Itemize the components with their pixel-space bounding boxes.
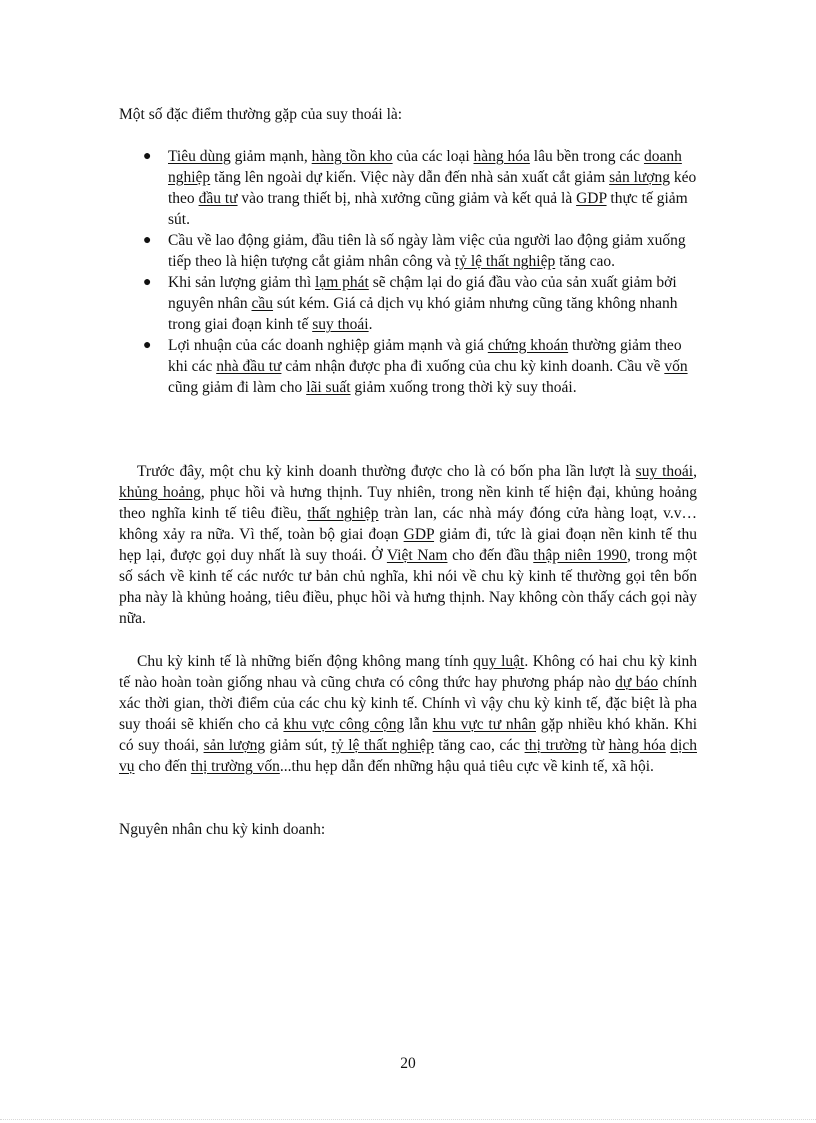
bullet-icon: ● [143,275,152,290]
list-item [140,335,705,398]
text-run: lẫn [404,716,433,733]
bullet-text [168,148,696,228]
term-link[interactable]: lãi suất [306,379,351,396]
term-link[interactable]: tỷ lệ thất nghiệp [331,737,434,754]
text-run: chính xác thời gian, thời điểm của các chu kỳ kinh tế. Chính vì vậy chu kỳ kinh tế, đặc biệt là pha suy thoái sẽ khiến cho cả [119,674,698,733]
text-run: cũng giảm đi làm cho [168,379,307,396]
text-run: cho đến [134,758,191,775]
term-link[interactable]: doanh nghiệp [168,148,682,186]
term-link[interactable]: lạm phát [315,274,369,291]
term-link[interactable]: hàng hóa [473,148,530,165]
term-link[interactable]: tỷ lệ thất nghiệp [454,253,556,270]
text-run: Chu kỳ kinh tế là những biến động không mang tính [137,653,474,670]
text-run: , [693,463,697,480]
text-run: của các loại [392,148,474,165]
text-run: ...thu hẹp dẫn đến những hậu quả tiêu cực về kinh tế, xã hội. [279,758,654,775]
text-run: giảm xuống trong thời kỳ suy thoái. [350,379,577,396]
paragraph-economic-cycle [119,651,697,777]
bullet-text [168,337,688,396]
text-run: . Không có hai chu kỳ kinh tế nào hoàn toàn giống nhau và cũng chưa có công thức hay phương pháp nào [119,653,697,691]
list-item [140,272,705,335]
term-link[interactable]: vốn [664,358,688,375]
text-run: Khi sản lượng giảm thì [168,274,316,291]
text-run: từ [587,737,609,754]
term-link[interactable]: thập niên 1990 [533,547,627,564]
text-run: tràn lan, các nhà máy đóng cửa hàng loạt, v.v… không xảy ra nữa. Vì thế, toàn bộ giai đoạn [119,505,698,543]
text-run: giảm mạnh, [230,148,312,165]
term-link[interactable]: dịch vụ [119,737,697,775]
text-run: giảm đi, tức là giai đoạn nền kinh tế thu hẹp lại, được gọi duy nhất là suy thoái. Ở [119,526,698,564]
text-run: sút kém. Giá cả dịch vụ khó giảm nhưng cũng tăng không nhanh trong giai đoạn kinh tế [168,295,678,333]
term-link[interactable]: dự báo [615,674,659,691]
term-link[interactable]: đầu tư [198,190,238,207]
term-link[interactable]: suy thoái [635,463,694,480]
intro-line: Một số đặc điểm thường gặp của suy thoái là: [119,106,403,123]
text-run: gặp nhiều khó khăn. Khi có suy thoái, [119,716,698,754]
term-link[interactable]: GDP [576,190,607,207]
bullet-icon: ● [143,338,152,353]
bullet-text [168,274,677,333]
term-link[interactable]: thị trường vốn [190,758,280,775]
causes-heading: Nguyên nhân chu kỳ kinh doanh: [119,821,326,838]
text-run: vào trang thiết bị, nhà xưởng cũng giảm và kết quả là [237,190,577,207]
text-run: cho đến đầu [447,547,534,564]
text-run: Trước đây, một chu kỳ kinh doanh thường được cho là có bốn pha lần lượt là [137,463,636,480]
term-link[interactable]: Việt Nam [386,547,448,564]
text-run: thực tế giảm sút. [168,190,688,228]
text-run: , trong một số sách về kinh tế các nước tư bản chủ nghĩa, khi nói về chu kỳ kinh tế thường gọi tên bốn pha này là khủng hoảng, tiêu điều, phục hồi và hưng thịnh. Nay không còn thấy cách gọi này nữa. [119,547,698,627]
bullet-icon: ● [143,233,152,248]
term-link[interactable]: khu vực tư nhân [432,716,536,733]
list-item [140,230,705,272]
term-link[interactable]: nhà đầu tư [216,358,282,375]
term-link[interactable]: thị trường [524,737,588,754]
bullet-text [168,232,686,270]
term-link[interactable]: quy luật [473,653,525,670]
text-run: , phục hồi và hưng thịnh. Tuy nhiên, trong nền kinh tế hiện đại, khủng hoảng theo nghĩa kinh tế tiêu điều, [119,484,697,522]
text-run: kéo theo [168,169,697,207]
text-run: giảm sút, [265,737,332,754]
term-link[interactable]: chứng khoán [487,337,569,354]
footer-divider [0,1119,816,1120]
bullet-icon: ● [143,149,152,164]
text-run: tăng cao. [555,253,616,270]
list-item [140,146,705,230]
text-run: sẽ chậm lại do giá đầu vào của sản xuất giảm bởi nguyên nhân [168,274,677,312]
text-run: tăng lên ngoài dự kiến. Việc này dẫn đến nhà sản xuất cắt giảm [210,169,610,186]
text-run: Lợi nhuận của các doanh nghiệp giảm mạnh và giá [168,337,488,354]
text-run: thường giảm theo khi các [168,337,682,375]
term-link[interactable]: sản lượng [609,169,671,186]
characteristics-list [140,146,705,398]
term-link[interactable]: cầu [251,295,274,312]
text-run: Cầu về lao động giảm, đầu tiên là số ngày làm việc của người lao động giảm xuống tiếp theo là hiện tượng cắt giảm nhân công và [168,232,686,270]
term-link[interactable]: khủng hoảng [119,484,201,501]
page-number: 20 [400,1055,416,1072]
text-run: lâu bền trong các [529,148,644,165]
term-link[interactable]: hàng hóa [608,737,666,754]
text-run: tăng cao, các [433,737,525,754]
text-run: . [368,316,373,333]
term-link[interactable]: hàng tồn kho [311,148,393,165]
term-link[interactable]: sản lượng [203,737,266,754]
term-link[interactable]: Tiêu dùng [168,148,231,165]
term-link[interactable]: suy thoái [312,316,369,333]
term-link[interactable]: khu vực công cộng [283,716,405,733]
paragraph-business-cycle-phases [119,461,697,629]
text-run: cảm nhận được pha đi xuống của chu kỳ kinh doanh. Cầu về [281,358,665,375]
term-link[interactable]: thất nghiệp [307,505,379,522]
term-link[interactable]: GDP [403,526,435,543]
